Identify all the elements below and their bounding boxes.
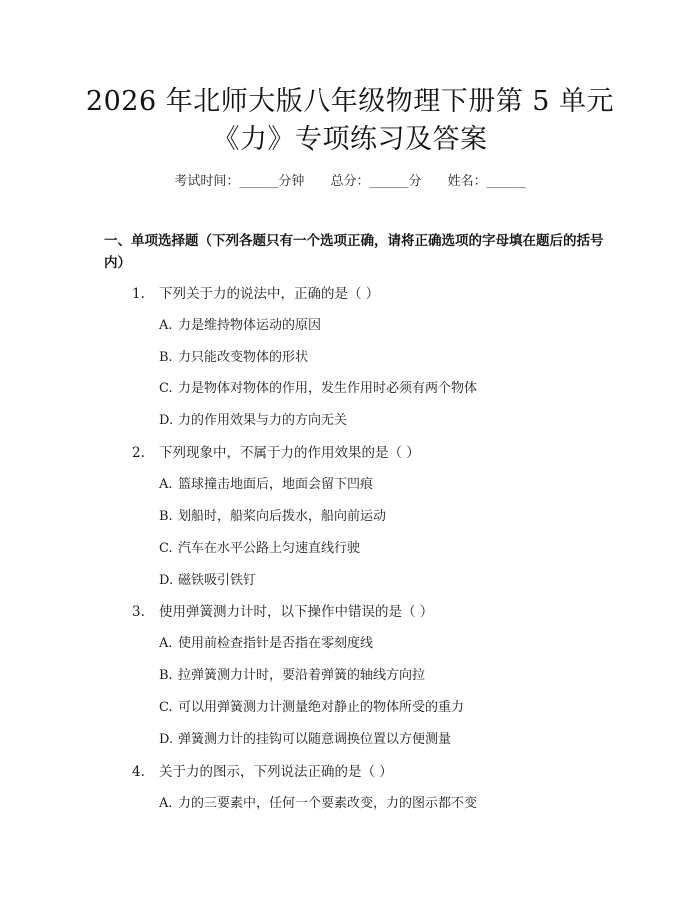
option-letter: C.	[159, 541, 173, 556]
option-text: 磁铁吸引铁钉	[178, 573, 257, 588]
question-stem: 下列关于力的说法中，正确的是（ ）	[159, 286, 380, 302]
option-text: 弹簧测力计的挂钩可以随意调换位置以方便测量	[178, 732, 452, 747]
option-letter: D.	[159, 732, 174, 747]
option-1b	[159, 346, 308, 365]
question-2	[132, 441, 420, 461]
option-letter: D.	[159, 573, 174, 588]
option-letter: A.	[159, 318, 173, 333]
option-2d	[159, 569, 256, 588]
question-3	[132, 600, 433, 620]
option-4a	[159, 792, 477, 811]
option-letter: D.	[159, 413, 174, 428]
option-2a	[159, 473, 373, 492]
option-text: 力只能改变物体的形状	[178, 350, 309, 365]
question-stem: 关于力的图示，下列说法正确的是（ ）	[159, 764, 393, 780]
exam-info	[0, 170, 700, 189]
option-3c	[159, 696, 464, 715]
option-letter: A.	[159, 796, 173, 811]
question-number: 3.	[132, 604, 145, 620]
option-letter: B.	[159, 668, 173, 683]
option-letter: B.	[159, 350, 173, 365]
exam-time: 考试时间：______分钟	[174, 174, 305, 189]
option-text: 力的作用效果与力的方向无关	[178, 413, 348, 428]
option-1c	[159, 377, 477, 396]
option-text: 可以用弹簧测力计测量绝对静止的物体所受的重力	[178, 700, 465, 715]
option-3d	[159, 728, 451, 747]
option-text: 拉弹簧测力计时，要沿着弹簧的轴线方向拉	[178, 668, 426, 683]
option-2c	[159, 537, 360, 556]
exam-total-score: 总分：______分	[330, 174, 422, 189]
question-stem: 下列现象中，不属于力的作用效果的是（ ）	[159, 445, 420, 461]
document-title-line-1: 2026 年北师大版八年级物理下册第 5 单元	[85, 86, 615, 117]
section-heading: 一、单项选择题（下列各题只有一个选项正确，请将正确选项的字母填在题后的括号内）	[104, 233, 604, 271]
question-number: 4.	[132, 764, 145, 780]
question-stem: 使用弹簧测力计时，以下操作中错误的是（ ）	[159, 604, 434, 620]
option-3a	[159, 632, 373, 651]
option-text: 划船时，船桨向后拨水，船向前运动	[178, 509, 387, 524]
option-text: 力的三要素中，任何一个要素改变，力的图示都不变	[178, 796, 478, 811]
document-title-line-2: 《力》专项练习及答案	[212, 124, 488, 155]
option-text: 使用前检查指针是否指在零刻度线	[178, 636, 374, 651]
option-1d	[159, 409, 347, 428]
option-letter: A.	[159, 477, 173, 492]
option-2b	[159, 505, 386, 524]
option-text: 汽车在水平公路上匀速直线行驶	[178, 541, 361, 556]
option-text: 力是维持物体运动的原因	[178, 318, 322, 333]
option-text: 篮球撞击地面后，地面会留下凹痕	[178, 477, 374, 492]
option-letter: A.	[159, 636, 173, 651]
question-number: 2.	[132, 445, 145, 461]
question-1	[132, 282, 379, 302]
question-4	[132, 760, 393, 780]
question-number: 1.	[132, 286, 145, 302]
option-letter: C.	[159, 381, 173, 396]
option-letter: B.	[159, 509, 173, 524]
option-3b	[159, 664, 425, 683]
exam-name: 姓名：______	[447, 174, 526, 189]
option-text: 力是物体对物体的作用，发生作用时必须有两个物体	[178, 381, 478, 396]
option-1a	[159, 314, 321, 333]
option-letter: C.	[159, 700, 173, 715]
